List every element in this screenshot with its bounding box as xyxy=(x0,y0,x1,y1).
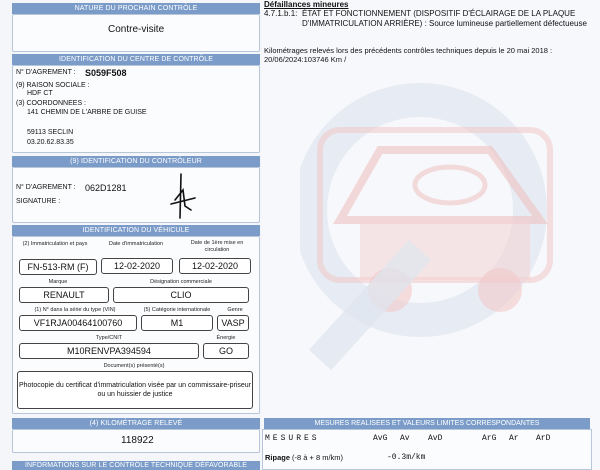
immat-field: FN-513-RM (F) xyxy=(19,259,97,275)
signature-label: SIGNATURE : xyxy=(16,198,61,205)
mesures-header: MESURES REALISEES ET VALEURS LIMITES CORRESPONDANTES xyxy=(264,418,590,429)
designation-caption: Désignation commerciale xyxy=(150,279,212,285)
signature-icon xyxy=(163,170,203,222)
address-line-1: 141 CHEMIN DE L'ARBRE DE GUISE xyxy=(27,109,147,116)
col-avd: AvD xyxy=(428,434,443,443)
coordonnees-label: (3) COORDONNEES : xyxy=(16,100,87,107)
designation-field: CLIO xyxy=(113,287,249,303)
categorie-caption: (5) Catégorie internationale xyxy=(143,307,211,313)
phone: 03.20.62.83.35 xyxy=(27,139,74,146)
vin-caption: (1) N° dans la série du type (VIN) xyxy=(34,307,116,313)
vehicule-header: IDENTIFICATION DU VÉHICULE xyxy=(12,225,260,236)
controleur-agrement-label: N° D'AGREMENT : xyxy=(16,184,76,191)
kilometrage-header: (4) KILOMÉTRAGE RELEVÉ xyxy=(12,418,260,429)
km-history: Kilométrages relevés lors des précédents contrôles techniques depuis le 20 mai 2018 : 20/06/2024:103746 Km / xyxy=(264,46,553,64)
defaillance-code: 4.7.1.b.1: xyxy=(264,9,298,18)
informations-header: INFORMATIONS SUR LE CONTRÔLE TECHNIQUE DÉFAVORABLE xyxy=(12,461,260,470)
col-av: Av xyxy=(400,434,410,443)
date-first-field: 12-02-2020 xyxy=(179,258,251,274)
ripage-limits: (-8 à + 8 m/km) xyxy=(292,453,344,462)
genre-field: VASP xyxy=(217,315,249,331)
raison-sociale-value: HDF CT xyxy=(27,90,53,97)
kilometrage-value: 118922 xyxy=(121,435,154,446)
date-immat-caption: Date d'immatriculation xyxy=(108,241,164,247)
date-immat-field: 12-02-2020 xyxy=(101,258,173,274)
col-arg: ArG xyxy=(482,434,497,443)
marque-field: RENAULT xyxy=(19,287,109,303)
mesures-col-label: MESURES xyxy=(265,434,320,443)
prochain-controle-box xyxy=(12,14,260,52)
prochain-controle-header: NATURE DU PROCHAIN CONTRÔLE xyxy=(12,3,260,14)
vehicule-box xyxy=(12,236,260,414)
type-field: M10RENVPA394594 xyxy=(19,343,199,359)
col-avg: AvG xyxy=(373,434,388,443)
documents-field: Photocopie du certificat d'immatriculation visée par un commissaire-priseur ou un huissier de justice xyxy=(17,371,253,409)
marque-caption: Marque xyxy=(48,279,68,285)
raison-sociale-label: (9) RAISON SOCIALE : xyxy=(16,82,90,89)
centre-agrement-value: S059F508 xyxy=(85,68,127,78)
controleur-header: (9) IDENTIFICATION DU CONTRÔLEUR xyxy=(12,156,260,167)
ripage-label: Ripage xyxy=(265,453,291,462)
date-first-caption: Date de 1ère mise en circulation xyxy=(190,240,244,253)
controleur-agrement-value: 062D1281 xyxy=(85,183,127,193)
col-ard: ArD xyxy=(536,434,551,443)
energie-caption: Énergie xyxy=(216,335,236,341)
genre-caption: Genre xyxy=(227,307,243,313)
centre-agrement-label: N° D'AGREMENT : xyxy=(16,69,76,76)
prochain-controle-value: Contre-visite xyxy=(108,24,165,35)
ripage-value: -0.3m/km xyxy=(387,453,426,462)
col-ar: Ar xyxy=(509,434,519,443)
controleur-box xyxy=(12,167,260,223)
type-caption: Type/CNIT xyxy=(95,335,123,341)
address-line-2: 59113 SECLIN xyxy=(27,129,74,136)
energie-field: GO xyxy=(203,343,249,359)
centre-header: IDENTIFICATION DU CENTRE DE CONTRÔLE xyxy=(12,54,260,65)
car-watermark-icon xyxy=(300,60,590,390)
documents-caption: Document(s) présenté(s) xyxy=(103,363,165,369)
categorie-field: M1 xyxy=(141,315,213,331)
kilometrage-box xyxy=(12,429,260,453)
mesures-box xyxy=(262,429,592,470)
centre-box xyxy=(12,65,260,153)
defaillance-text: ÉTAT ET FONCTIONNEMENT (DISPOSITIF D'ÉCLAIRAGE DE LA PLAQUE D'IMMATRICULATION ARRIÈRE) : Source lumineuse partiellement défectueuse xyxy=(302,9,587,28)
defaillances-title: Défaillances mineures xyxy=(264,0,349,9)
vin-field: VF1RJA00464100760 xyxy=(19,315,137,331)
immat-caption: (2) Immatriculation et pays xyxy=(22,241,88,247)
